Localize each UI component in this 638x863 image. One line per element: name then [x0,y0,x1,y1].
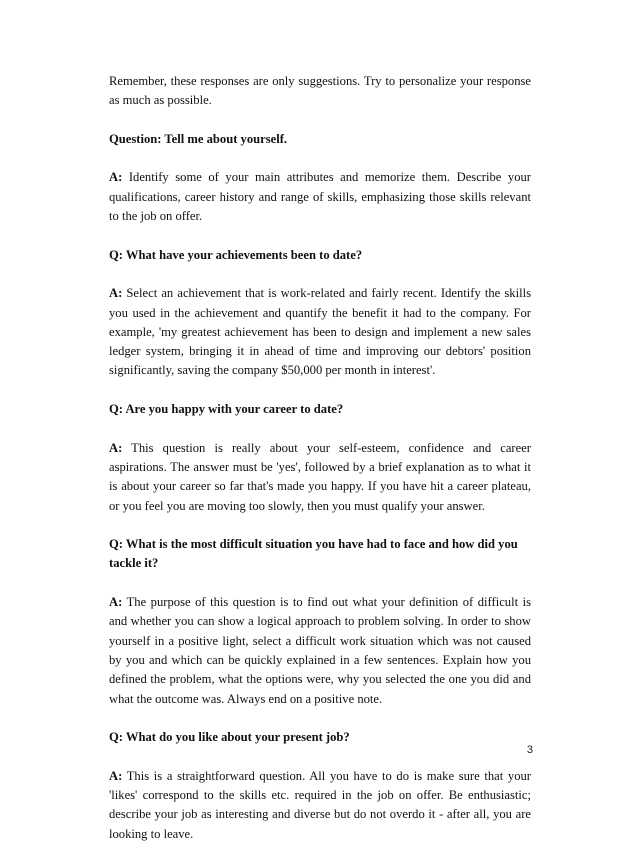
page-number: 3 [526,744,533,756]
answer-paragraph [109,168,531,226]
answer-text: This is a straightforward question. All you have to do is make sure that your 'likes' correspond to the skills etc. required in the job on offer. Be enthusiastic; describe your job as interesting and diverse but do not overdo it - after all, you are looking to leave. [109,768,531,841]
answer-text: Identify some of your main attributes and memorize them. Describe your qualifications, career history and range of skills, emphasizing those skills relevant to the job on offer. [109,170,531,224]
answer-label: A: [109,170,123,185]
question-heading: Q: Are you happy with your career to date? [109,402,344,417]
answer-paragraph [109,284,531,380]
answer-paragraph [109,593,531,709]
answer-text: The purpose of this question is to find out what your definition of difficult is and whether you can show a logical approach to problem solving. In order to show yourself in a positive light, select a difficult work situation which was not caused by you and which can be quickly explained in a few sentences. Explain how you defined the problem, what the options were, why you selected the one you did and what the outcome was. Always end on a positive note. [109,595,531,706]
document-page [109,72,531,863]
answer-label: A: [109,440,123,455]
question-heading: Q: What do you like about your present job? [109,730,350,745]
question-heading: Question: Tell me about yourself. [109,131,288,146]
question-heading: Q: What have your achievements been to date? [109,247,363,262]
answer-text: This question is really about your self-esteem, confidence and career aspirations. The answer must be 'yes', followed by a brief explanation as to what it is about your career so far that's made you happy. If you have hit a career plateau, or you feel you are moving too slowly, then you must qualify your answer. [109,440,531,513]
intro-paragraph: Remember, these responses are only suggestions. Try to personalize your response as much as possible. [109,74,531,108]
answer-text: Select an achievement that is work-related and fairly recent. Identify the skills you used in the achievement and quantify the benefit it had to the company. For example, 'my greatest achievement has been to design and implement a new sales ledger system, bringing it in ahead of time and improving our debtors' position significantly, saving the company $50,000 per month in interest'. [109,286,531,378]
answer-label: A: [109,768,123,783]
answer-label: A: [109,595,123,610]
answer-label: A: [109,286,123,301]
question-heading: Q: What is the most difficult situation you have had to face and how did you tackle it? [109,537,518,571]
answer-paragraph [109,767,531,844]
answer-paragraph [109,439,531,516]
